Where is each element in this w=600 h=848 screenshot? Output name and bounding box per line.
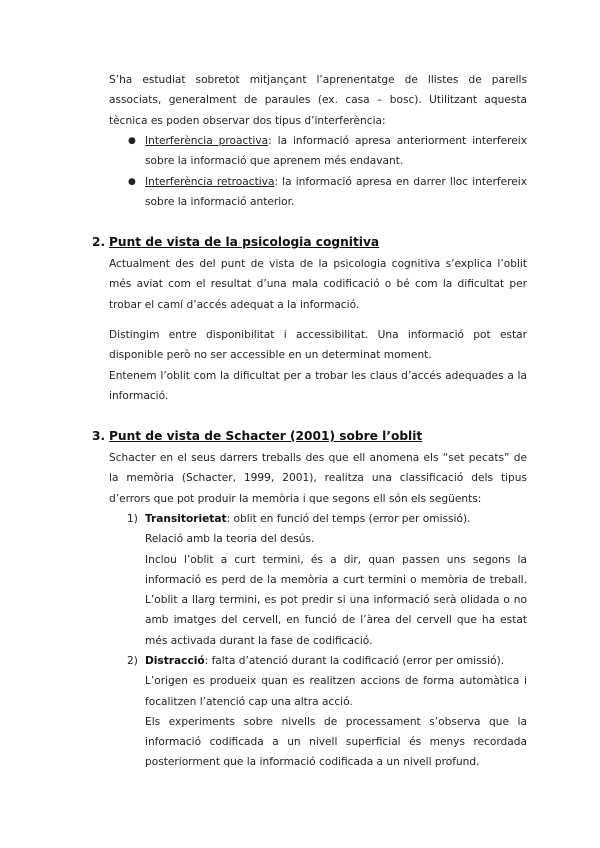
bullet-term: Interferència retroactiva xyxy=(145,176,275,188)
section-2-body xyxy=(109,254,527,315)
list-item-text: : falta d’atenció durant la codificació (error per omissió). xyxy=(204,655,505,667)
bullet-icon: ● xyxy=(128,177,136,187)
bullet-icon: ● xyxy=(128,136,136,146)
list-item-line: L’origen es produeix quan es realitzen accions de forma automàtica i focalitzen l’atenció cap una altra acció. xyxy=(145,675,527,708)
intro-paragraph xyxy=(109,70,527,131)
section-3-heading xyxy=(92,426,422,446)
paragraph: Distingim entre disponibilitat i accessibilitat. Una informació pot estar disponible però no ser accessible en un determinat moment. xyxy=(109,329,527,362)
list-item-title xyxy=(145,651,527,671)
paragraph: Actualment des del punt de vista de la psicologia cognitiva s’explica l’oblit més aviat com el resultat d’una mala codificació o bé com la dificultat per trobar el camí d’accés adequat a la informació. xyxy=(109,258,527,311)
list-number: 1) xyxy=(127,513,138,525)
bullet-retroactive xyxy=(145,172,527,213)
paragraph: Schacter en el seus darrers treballs des que ell anomena els “set pecats” de la memòria (Schacter, 1999, 2001), realitza una classificació dels tipus d’errors que pot produir la memòria i que segons ell són els següents: xyxy=(109,452,527,505)
list-item-term: Transitorietat xyxy=(145,513,227,525)
intro-text: S’ha estudiat sobretot mitjançant l’aprenentatge de llistes de parells associats, generalment de paraules (ex. casa – bosc). Utilitzant aquesta tècnica es poden observar dos tipus d’interferència: xyxy=(109,74,527,127)
section-3-intro xyxy=(109,448,527,509)
list-item-line: Inclou l’oblit a curt termini, és a dir, quan passen uns segons la informació es perd de la memòria a curt termini o memòria de treball. L’oblit a llarg termini, es pot predir si una informació serà olidada o no amb imatges del cervell, en funció de l’àrea del cervell que ha estat més activada durant la fase de codificació. xyxy=(145,553,527,647)
section-2-heading xyxy=(92,232,379,252)
list-item-line: Els experiments sobre nivells de processament s’observa que la informació codificada a un nivell superficial és menys recordada posteriorment que la informació codificada a un nivell profund. xyxy=(145,715,527,769)
list-item-line: Relació amb la teoria del desús. xyxy=(145,533,315,546)
bullet-term: Interferència proactiva xyxy=(145,135,269,147)
paragraph: Entenem l’oblit com la dificultat per a trobar les claus d’accés adequades a la informació. xyxy=(109,369,527,402)
section-number: 3. xyxy=(92,429,106,443)
section-number: 2. xyxy=(92,235,106,249)
list-number: 2) xyxy=(127,655,138,667)
list-item-transitorietat xyxy=(145,509,527,651)
list-item-title xyxy=(145,509,527,529)
section-2-body-2 xyxy=(109,325,527,406)
list-item-text: : oblit en funció del temps (error per omissió). xyxy=(226,513,471,525)
bullet-text: : la informació apresa anteriorment interfereix sobre la informació que aprenem més endavant. xyxy=(145,135,528,168)
section-title: Punt de vista de la psicologia cognitiva xyxy=(109,235,380,249)
list-item-distraccio xyxy=(145,651,527,773)
bullet-proactive xyxy=(145,131,527,172)
list-item-term: Distracció xyxy=(145,655,205,667)
bullet-text: : la informació apresa en darrer lloc interfereix sobre la informació anterior. xyxy=(145,176,527,209)
section-title: Punt de vista de Schacter (2001) sobre l’oblit xyxy=(109,429,423,443)
